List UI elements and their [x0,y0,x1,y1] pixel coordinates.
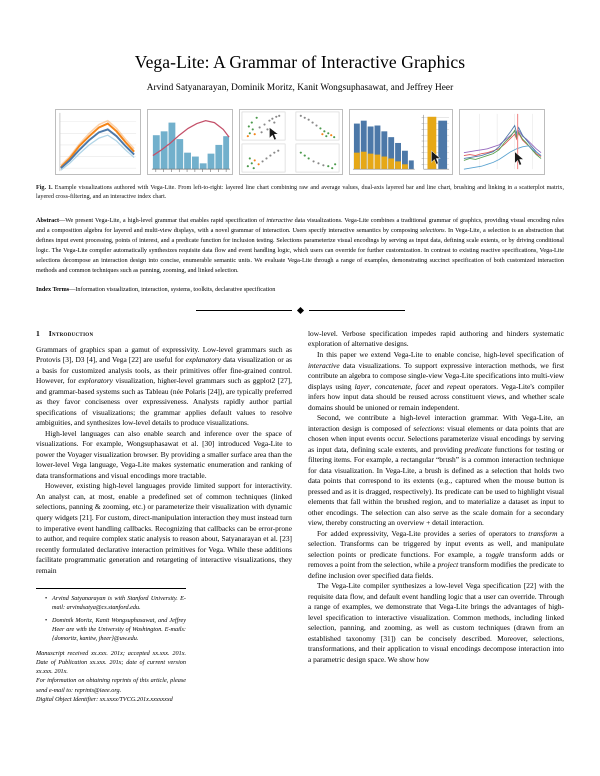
emphasis: selections [413,423,443,433]
figure-panel-interactive-index-chart [459,109,545,175]
paragraph-text: , [410,381,416,391]
column-right [308,329,564,666]
doi-line: Digital Object Identifier: xx.xxxx/TVCG.201x.xxxxxxxd [36,696,173,704]
manuscript-dates: Manuscript received xx.xxx. 201x; accepted xx.xxx. 201x. Date of Publication xx.xxx. 201x; date of current version xx.xxx. 201x. [36,649,186,676]
dual-axis-chart-svg [148,110,232,174]
figure-panel-layered-line-chart [55,109,141,175]
abstract-text-2: data visualizations. Vega-Lite combines a traditional grammar of graphics, providing visual encoding rules and a composition algebra for layered and multi-view displays, with a novel grammar of interaction. Users specify interactive semantics by composing [36,216,564,234]
reprint-info: For information on obtaining reprints of this article, please send e-mail to: reprints@ieee.org. [36,677,186,694]
author-footnote-block [36,588,186,704]
abstract-text-3: . In Vega-Lite, a selection is an abstraction that defines input event processing, points of interest, and a predicate function for inclusion testing. Selections parameterize visual encodings by serving as input data, defining scale extents, or by driving conditional logic. The Vega-Lite compiler automatically synthesizes requisite data flow and event handling logic, which users can override for further customization. In contrast to existing reactive specifications, Vega-Lite selections decompose an interaction design into concise, enumerable semantic units. We evaluate Vega-Lite through a range of examples, demonstrating succinct specification of both customized interaction methods and common techniques such as panning, zooming, and linked selection. [36,226,564,274]
figure-panel-dual-axis-bar-line [147,109,233,175]
figure-panel-layered-cross-filtering [349,109,453,175]
index-terms-text: Information visualization, interaction, systems, toolkits, declarative specification [75,286,276,294]
paragraph-text: In this paper we extend Vega-Lite to enable concise, high-level specification of [317,349,564,359]
paragraph-text: functions for testing or filtering items. For example, a rectangular “brush” is a common interaction technique for data visualization. In Vega-Lite, a brush is defined as a selection that holds two data points that correspond to its extents (e.g., captured when the mouse button is pressed and as it is dragged, respectively). Its predicate can be used to highlight visual elements that fall within the brushed region, and to materialize a dataset as input to other encodings. The selection can also serve as the scale domain for a secondary view, thereby constructing an overview + detail interaction. [308,444,564,528]
paragraph: High-level languages can also enable search and inference over the space of visualizations. For example, Wongsuphasawat et al. [30] introduced Vega-Lite to power the Voyager visualization browser. By providing a smaller surface area than the lower-level Vega language, Vega-Lite makes systematic enumeration and ranking of data transformations and visual encodings more tractable. [36,428,292,480]
paragraph [308,350,564,413]
paragraph-text: and [429,381,447,391]
paragraph [308,413,564,529]
page-title: Vega-Lite: A Grammar of Interactive Graphics [134,52,466,72]
paragraph-text: transform modifies the predicate to define inclusion over specified data fields. [308,560,564,580]
paragraph: The Vega-Lite compiler synthesizes a low-level Vega specification [22] with the requisite data flow, and default event handling logic that a user can override. Through a range of examples, we demonstrate that Vega-Lite brings the advantages of high-level specification to interactive visualization. Common methods, including linked selection, panning, and zooming, as well as custom techniques (drawn from an established taxonomy [31]) can be concisely described. Moreover, selections, transformations, and their application to visual encodings decompose interaction into a parametric design space. We show how [308,581,564,664]
emphasis: project [437,560,459,570]
author-list: Arvind Satyanarayan, Dominik Moritz, Kanit Wongsuphasawat, and Jeffrey Heer [146,82,454,93]
emphasis: layer [354,381,370,391]
body-columns [36,329,564,704]
emphasis: concatenate [374,381,411,391]
paragraph: low-level. Verbose specification impedes rapid authoring and hinders systematic exploration of alternative designs. [308,328,564,349]
diamond-icon [296,307,303,314]
section-heading-introduction [36,329,292,340]
paragraph-text: , [369,381,375,391]
paragraph-text: transform adds or removes a point from the selection, while a [308,549,565,570]
emphasis: repeat [447,381,466,391]
emphasis: exploratory [78,376,113,386]
paragraph-text: : visual elements or data points that are chosen when input events occur. Selections parameterize visual encodings by serving as input data, defining scale extents, and providing [308,423,564,454]
section-number: 1 [36,328,40,338]
figure-panel-scatterplot-matrix [239,109,343,175]
index-terms-dash: — [69,286,76,294]
paragraph-text: data visualization or as a basis for customized analysis tools, as their primitives offer fine-grained control. However, for [36,355,293,386]
paragraph-text: operators. Vega-Lite's compiler infers how input data should be reused across constituent views, and whether scale domains should be unioned or remain independent. [308,381,564,412]
emphasis: facet [415,381,430,391]
divider-line-left [196,310,292,311]
abstract-label: Abstract [36,216,60,224]
paragraph-text: data visualizations. To support expressive interaction methods, we first contribute an algebra to compose single-view Vega-Lite specifications into multi-view displays using [308,360,564,391]
paragraph [308,529,564,582]
emphasis: predicate [464,444,493,454]
figure-1 [0,109,600,175]
footnote-list [36,594,186,643]
paragraph-text: a selection. Transforms can be triggered by input events as well, and manipulate selection points or predicate functions. For example, a [308,528,564,559]
emphasis: toggle [485,549,505,559]
abstract-dash: — [59,216,66,224]
paragraph: However, existing high-level languages provide limited support for interactivity. An analyst can, at most, enable a predefined set of common techniques (linked selections, panning & zooming, etc.) or parameterize their visualization with dynamic query widgets [21]. For custom, direct-manipulation interaction they must instead turn to imperative event handling callbacks. Recognizing that callbacks can be error-prone to author, and require complex static analysis to reason about, Satyanarayan et al. [23] recently formulated declarative interaction primitives for Vega. While these additions facilitate programmatic generation and retargeting of interactive visualizations, they remain [36,481,292,575]
list-item: • Dominik Moritz, Kanit Wongsuphasawat, and Jeffrey Heer are with the University of Washington. E-mails: {domoritz, kanitw, jheer}@uw.edu. [45,616,186,644]
abstract-em-2: selections [420,226,445,234]
figure-caption-label: Fig. 1. [36,184,53,191]
emphasis: transform [528,528,558,538]
paragraph-text: For added expressivity, Vega-Lite provides a series of operators to [317,528,529,538]
title-block [0,0,600,93]
abstract-em-1: interactive [266,216,293,224]
emphasis: interactive [308,360,340,370]
abstract-text-1: We present Vega-Lite, a high-level grammar that enables rapid specification of [65,216,267,224]
divider-line-right [309,310,405,311]
list-item: • Arvind Satyanarayan is with Stanford University. E-mail: arvindsatya@cs.stanford.edu. [45,594,186,613]
emphasis: explanatory [185,355,221,365]
manuscript-metadata [36,649,186,705]
figure-caption-text: Example visualizations authored with Vega-Lite. From left-to-right: layered line chart combining raw and average values, dual-axis layered bar and line chart, brushing and linking in a scatterplot matrix, layered cross-filtering, and an interactive index chart. [36,184,564,201]
column-left [36,329,292,704]
paragraph-text: Grammars of graphics span a gamut of expressivity. Low-level grammars such as Protovis [3], D3 [4], and Vega [22] are useful for [36,344,292,365]
figure-caption [36,184,564,203]
cross-filtering-svg [350,110,452,174]
paragraph-text: Second, we contribute a high-level interaction grammar. With Vega-Lite, an interaction design is composed of [308,413,564,433]
scatterplot-matrix-svg [240,110,342,174]
section-title: Introduction [48,328,94,338]
index-chart-svg [460,110,544,174]
paragraph-text: visualization, higher-level grammars such as ggplot2 [27], and grammar-based systems such as Tableau (née Polaris [24]), are typically preferred as they favor conciseness over expressiveness. Analysts rapidly author partial specifications of visualizations; the grammar applies default values to resolve ambiguities, and synthesizes low-level details to produce visualizations. [36,376,292,428]
paragraph [36,345,292,429]
layered-line-chart-svg [56,110,140,174]
abstract [36,216,564,276]
index-terms-label: Index Terms [36,286,70,294]
section-divider [181,308,419,313]
index-terms [36,285,564,295]
